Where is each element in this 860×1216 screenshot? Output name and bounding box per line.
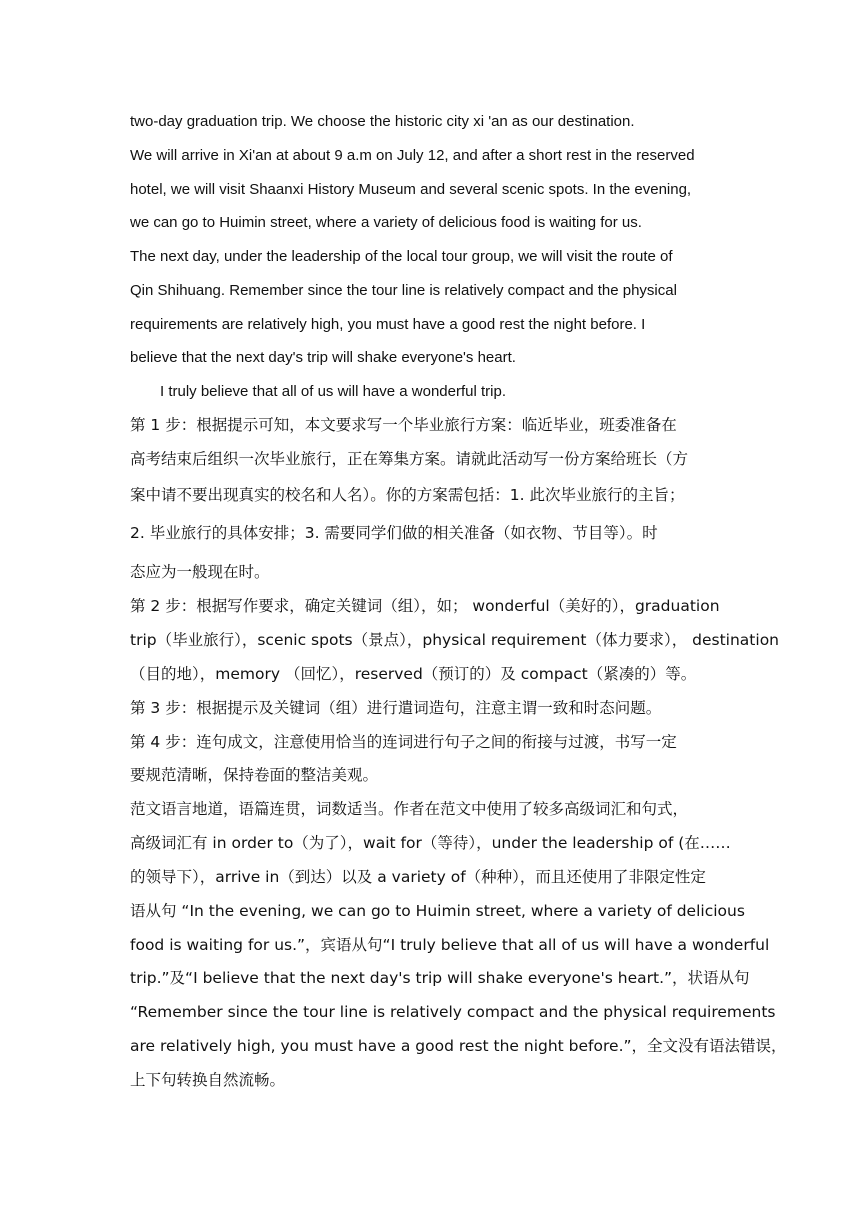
analysis-line: 第 4 步：连句成文，注意使用恰当的连词进行句子之间的衔接与过渡，书写一定 <box>130 733 677 751</box>
analysis-line: 2. 毕业旅行的具体安排；3. 需要同学们做的相关准备（如衣物、节目等）。时 <box>130 524 658 542</box>
commentary-line: are relatively high, you must have a good rest the night before.”，全文没有语法错误， <box>130 1037 787 1055</box>
commentary-line: 范文语言地道，语篇连贯，词数适当。作者在范文中使用了较多高级词汇和句式， <box>130 800 689 818</box>
analysis-line: 态应为一般现在时。 <box>130 563 270 581</box>
commentary-line: food is waiting for us.”，宾语从句“I truly believe that all of us will have a wonderful <box>130 936 770 954</box>
analysis-line: 高考结束后组织一次毕业旅行，正在筹集方案。请就此活动写一份方案给班长（方 <box>130 450 689 468</box>
essay-line: I truly believe that all of us will have a wonderful trip. <box>160 383 507 400</box>
commentary-line: 上下句转换自然流畅。 <box>130 1071 286 1089</box>
essay-line: We will arrive in Xi'an at about 9 a.m on July 12, and after a short rest in the reserved <box>130 147 695 164</box>
commentary-line: “Remember since the tour line is relatively compact and the physical requirements <box>130 1003 776 1021</box>
analysis-line: trip（毕业旅行），scenic spots（景点），physical requirement（体力要求）， destination <box>130 631 779 649</box>
commentary-line: 语从句 “In the evening, we can go to Huimin street, where a variety of delicious <box>130 902 745 920</box>
essay-line: requirements are relatively high, you must have a good rest the night before. I <box>130 316 646 333</box>
analysis-line: （目的地），memory （回忆），reserved（预订的）及 compact（紧凑的）等。 <box>130 665 697 683</box>
essay-line: two-day graduation trip. We choose the historic city xi 'an as our destination. <box>130 113 635 130</box>
analysis-line: 案中请不要出现真实的校名和人名）。你的方案需包括：1. 此次毕业旅行的主旨； <box>130 486 685 504</box>
essay-line: believe that the next day's trip will shake everyone's heart. <box>130 349 516 366</box>
essay-line: hotel, we will visit Shaanxi History Museum and several scenic spots. In the evening, <box>130 181 692 198</box>
essay-line: Qin Shihuang. Remember since the tour line is relatively compact and the physical <box>130 282 677 299</box>
analysis-line: 第 1 步：根据提示可知，本文要求写一个毕业旅行方案：临近毕业，班委准备在 <box>130 416 677 434</box>
analysis-line: 要规范清晰，保持卷面的整洁美观。 <box>130 766 379 784</box>
essay-line: The next day, under the leadership of the local tour group, we will visit the route of <box>130 248 673 265</box>
commentary-line: trip.”及“I believe that the next day's trip will shake everyone's heart.”，状语从句 <box>130 969 750 987</box>
analysis-line: 第 3 步：根据提示及关键词（组）进行遣词造句，注意主谓一致和时态问题。 <box>130 699 662 717</box>
essay-line: we can go to Huimin street, where a variety of delicious food is waiting for us. <box>130 214 642 231</box>
commentary-line: 的领导下），arrive in（到达）以及 a variety of（种种），而且还使用了非限定性定 <box>130 868 706 886</box>
commentary-line: 高级词汇有 in order to（为了），wait for（等待），under the leadership of (在…… <box>130 834 731 852</box>
analysis-line: 第 2 步：根据写作要求，确定关键词（组），如； wonderful（美好的），graduation <box>130 597 720 615</box>
